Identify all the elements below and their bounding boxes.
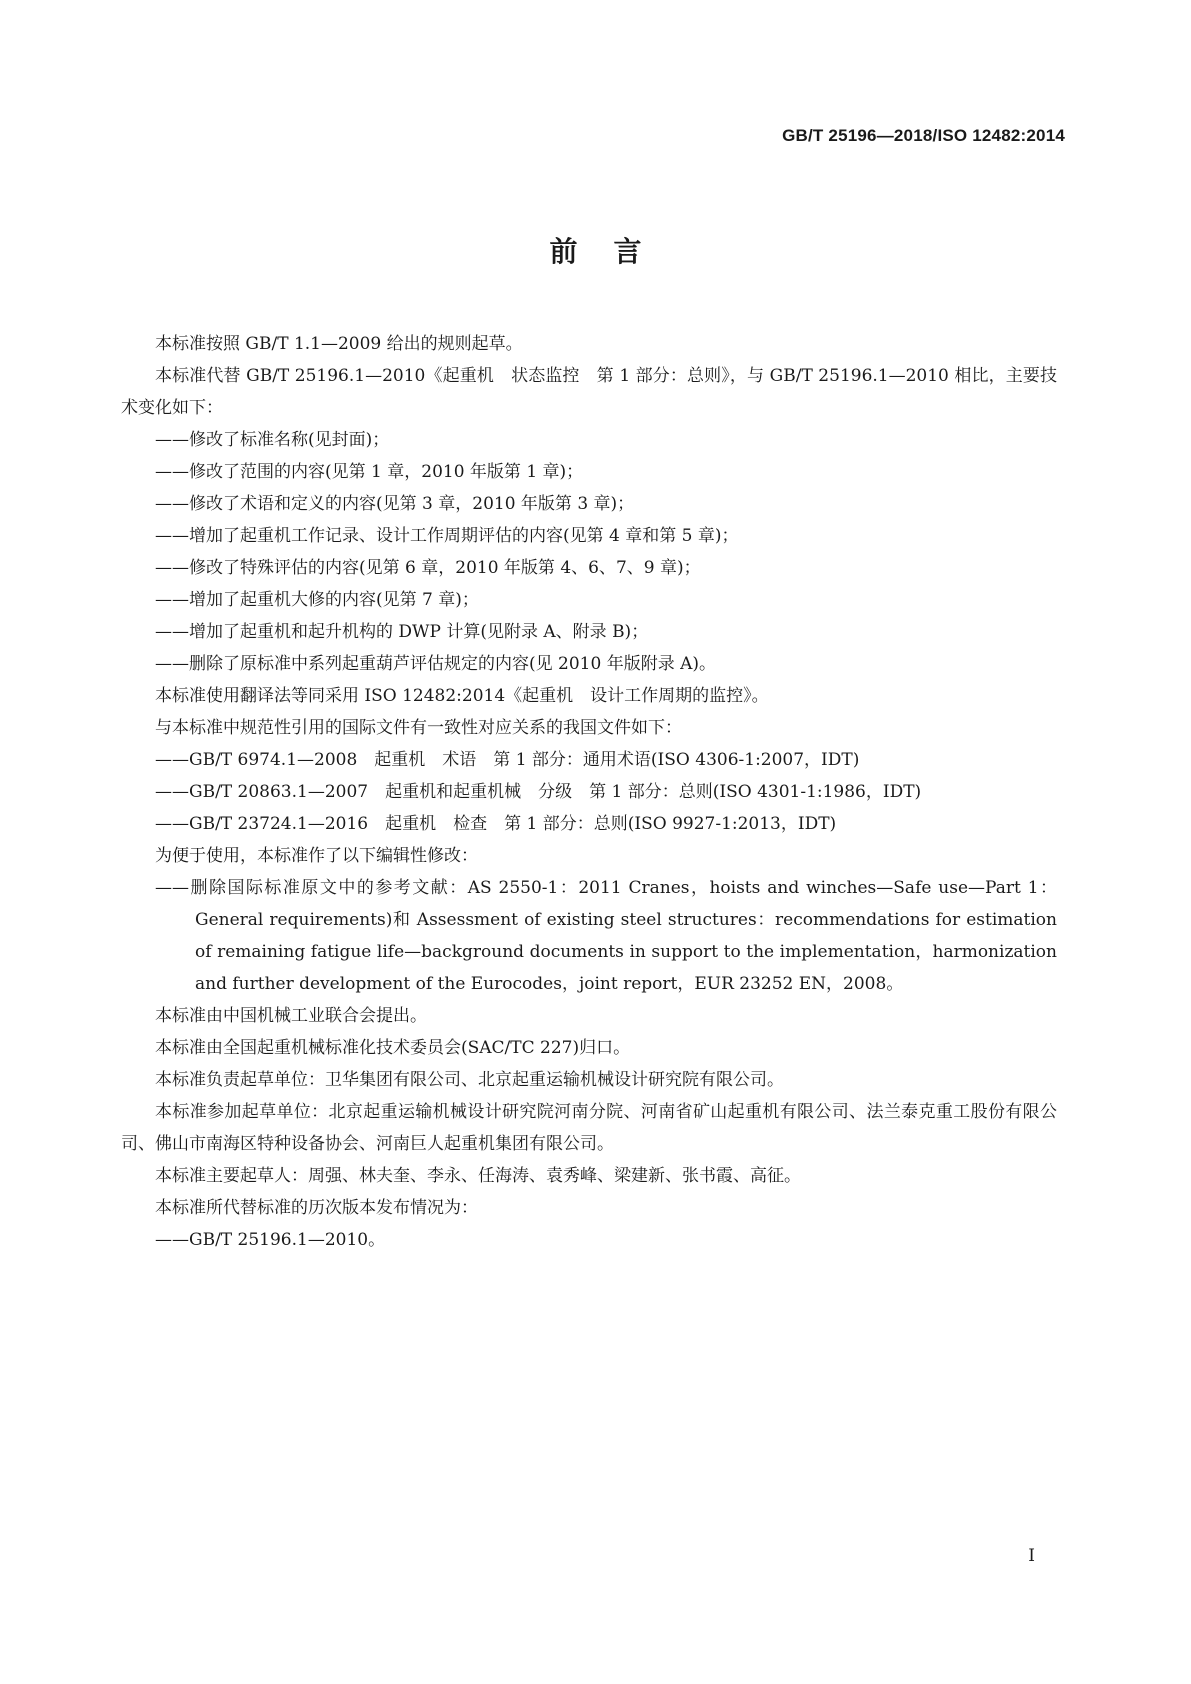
paragraph-main-drafters: 本标准主要起草人：周强、林夫奎、李永、任海涛、袁秀峰、梁建新、张书霞、高征。	[155, 1166, 801, 1186]
reference-item: ——GB/T 20863.1—2007 起重机和起重机械 分级 第 1 部分：总则(ISO 4301-1:1986，IDT)	[155, 782, 922, 802]
paragraph-participating-drafters: 本标准参加起草单位：北京起重运输机械设计研究院河南分院、河南省矿山起重机有限公司、法兰泰克重工股份有限公司、佛山市南海区特种设备协会、河南巨人起重机集团有限公司。	[121, 1102, 1057, 1154]
paragraph-administered-by: 本标准由全国起重机械标准化技术委员会(SAC/TC 227)归口。	[155, 1038, 631, 1058]
change-item: ——修改了标准名称(见封面)；	[155, 430, 390, 450]
previous-edition-item: ——GB/T 25196.1—2010。	[155, 1230, 386, 1250]
foreword-body	[121, 328, 1057, 1256]
reference-item: ——GB/T 23724.1—2016 起重机 检查 第 1 部分：总则(ISO 9927-1:2013，IDT)	[155, 814, 837, 834]
paragraph-adoption: 本标准使用翻译法等同采用 ISO 12482:2014《起重机 设计工作周期的监控》。	[155, 686, 769, 706]
paragraph-replacement-info: 本标准代替 GB/T 25196.1—2010《起重机 状态监控 第 1 部分：总则》，与 GB/T 25196.1—2010 相比，主要技术变化如下：	[121, 366, 1057, 418]
change-item: ——增加了起重机大修的内容(见第 7 章)；	[155, 590, 479, 610]
paragraph-proposed-by: 本标准由中国机械工业联合会提出。	[155, 1006, 427, 1026]
change-item: ——修改了术语和定义的内容(见第 3 章，2010 年版第 3 章)；	[155, 494, 635, 514]
editorial-change-item: ——删除国际标准原文中的参考文献：AS 2550-1：2011 Cranes，hoists and winches—Safe use—Part 1：General requirements)和 Assessment of existing steel structures：recommendations for estimation of remaining fatigue life—background documents in support to the implementation，harmonization and further development of the Eurocodes，joint report，EUR 23252 EN，2008。	[155, 878, 1057, 994]
standard-code-header: GB/T 25196—2018/ISO 12482:2014	[782, 126, 1065, 145]
change-item: ——删除了原标准中系列起重葫芦评估规定的内容(见 2010 年版附录 A)。	[155, 654, 717, 674]
reference-item: ——GB/T 6974.1—2008 起重机 术语 第 1 部分：通用术语(ISO 4306-1:2007，IDT)	[155, 750, 860, 770]
paragraph-correspondence: 与本标准中规范性引用的国际文件有一致性对应关系的我国文件如下：	[155, 718, 682, 738]
change-item: ——修改了特殊评估的内容(见第 6 章，2010 年版第 4、6、7、9 章)；	[155, 558, 701, 578]
paragraph-drafting-rules: 本标准按照 GB/T 1.1—2009 给出的规则起草。	[155, 334, 523, 354]
paragraph-previous-editions: 本标准所代替标准的历次版本发布情况为：	[155, 1198, 478, 1218]
change-item: ——增加了起重机工作记录、设计工作周期评估的内容(见第 4 章和第 5 章)；	[155, 526, 739, 546]
change-item: ——修改了范围的内容(见第 1 章，2010 年版第 1 章)；	[155, 462, 584, 482]
paragraph-responsible-drafters: 本标准负责起草单位：卫华集团有限公司、北京起重运输机械设计研究院有限公司。	[155, 1070, 784, 1090]
page-title: 前言	[549, 235, 678, 268]
paragraph-editorial-changes: 为便于使用，本标准作了以下编辑性修改：	[155, 846, 478, 866]
change-item: ——增加了起重机和起升机构的 DWP 计算(见附录 A、附录 B)；	[155, 622, 649, 642]
page-number: I	[1028, 1546, 1035, 1566]
